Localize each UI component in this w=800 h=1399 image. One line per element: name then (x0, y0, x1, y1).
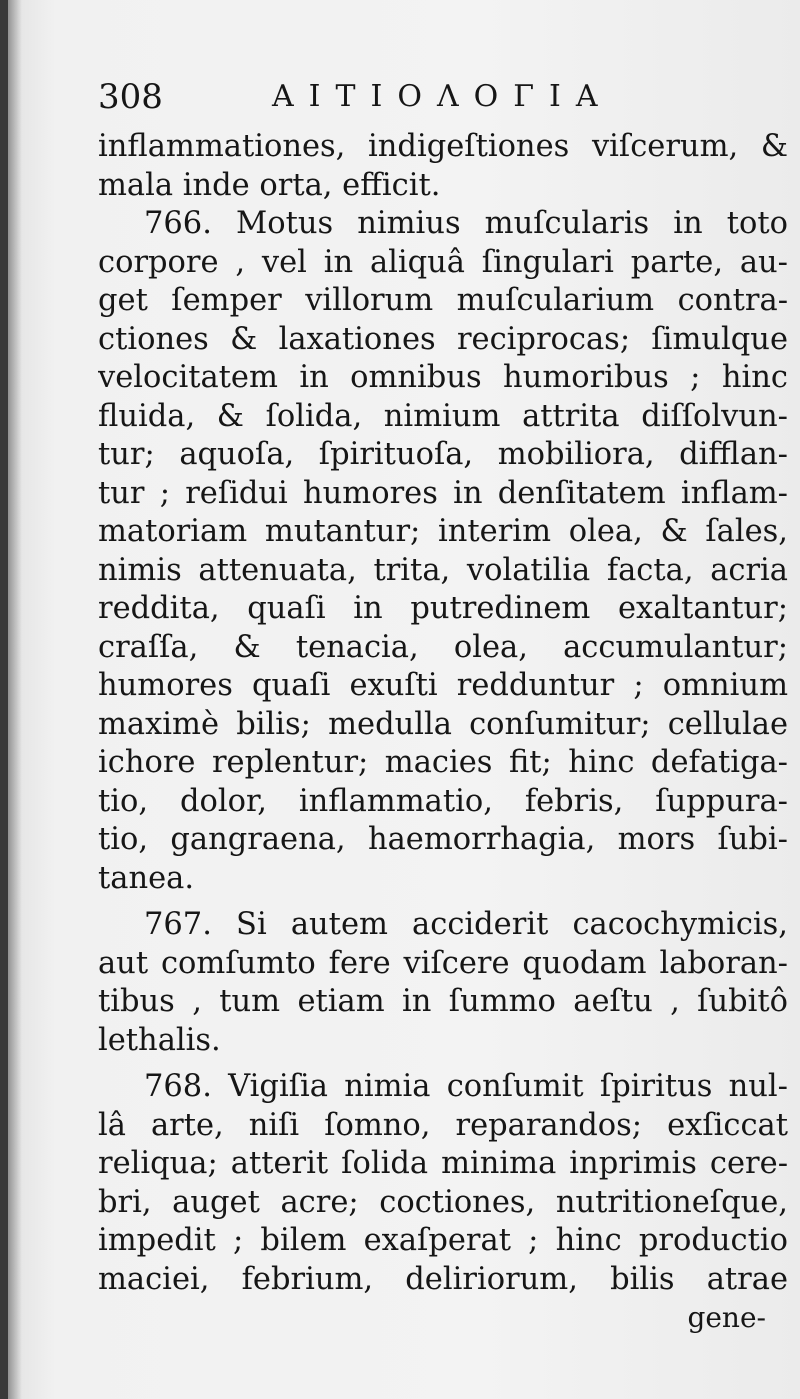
text-line: tanea. (98, 860, 195, 896)
text-line: tur; aquoſa, ſpirituoſa, mobiliora, difflan- (98, 437, 788, 472)
book-page (8, 0, 800, 1399)
paragraph-767-start: 767. Si autem acciderit cacochymicis, (144, 907, 788, 942)
text-line: maximè bilis; medulla conſumitur; cellulae (98, 706, 788, 742)
text-line: inflammationes, indigeſtiones viſcerum, & (98, 129, 788, 164)
text-body (98, 128, 800, 1338)
text-line: tio, dolor, inflammatio, febris, ſuppura- (98, 783, 788, 819)
text-line: tibus , tum etiam in ſummo aeſtu , ſubitô (98, 984, 788, 1019)
text-line: maciei, febrium, deliriorum, bilis atrae (98, 1261, 788, 1297)
text-line: fluida, & ſolida, nimium attrita diſſolvun- (98, 398, 788, 434)
text-line: nimis attenuata, trita, volatilia facta, acria (98, 552, 788, 588)
text-line: ichore replentur; macies fit; hinc defatiga- (98, 745, 788, 780)
paragraph-766-start: 766. Motus nimius muſcularis in toto (144, 206, 788, 241)
page-number: 308 (98, 77, 163, 117)
text-line: lâ arte, niſi ſomno, reparandos; exſiccat (98, 1107, 788, 1143)
paragraph-768-start: 768. Vigiſia nimia conſumit ſpiritus nul- (144, 1069, 788, 1104)
text-line: aut comſumto fere viſcere quodam laboran- (98, 945, 788, 981)
text-line: reddita, quaſi in putredinem exaltantur; (98, 591, 788, 626)
spine-shadow (8, 0, 22, 1399)
text-line: tur ; reſidui humores in denſitatem inflam- (98, 475, 788, 511)
text-line: get ſemper villorum muſcularium contra- (98, 283, 788, 318)
text-line: humores quaſi exuſti redduntur ; omnium (98, 668, 788, 703)
page-header (98, 72, 738, 122)
text-line: matoriam mutantur; interim olea, & ſales, (98, 514, 788, 549)
text-line: lethalis. (98, 1022, 221, 1058)
running-title: ΑΙΤΙΟΛΟΓΙΑ (272, 79, 613, 114)
text-line: mala inde orta, efficit. (98, 167, 441, 203)
text-line: craſſa, & tenacia, olea, accumulantur; (98, 629, 788, 665)
text-line: bri, auget acre; coctiones, nutritioneſque, (98, 1184, 788, 1220)
text-line: velocitatem in omnibus humoribus ; hinc (98, 360, 788, 395)
text-line: tio, gangraena, haemorrhagia, mors ſubi- (98, 822, 788, 857)
text-line: ctiones & laxationes reciprocas; ſimulque (98, 321, 788, 357)
text-line: impedit ; bilem exaſperat ; hinc productio (98, 1223, 788, 1258)
text-line: reliqua; atterit ſolida minima inprimis cere- (98, 1146, 788, 1181)
text-line: corpore , vel in aliquâ ſingulari parte, au- (98, 244, 788, 280)
catchword: gene- (687, 1301, 766, 1334)
